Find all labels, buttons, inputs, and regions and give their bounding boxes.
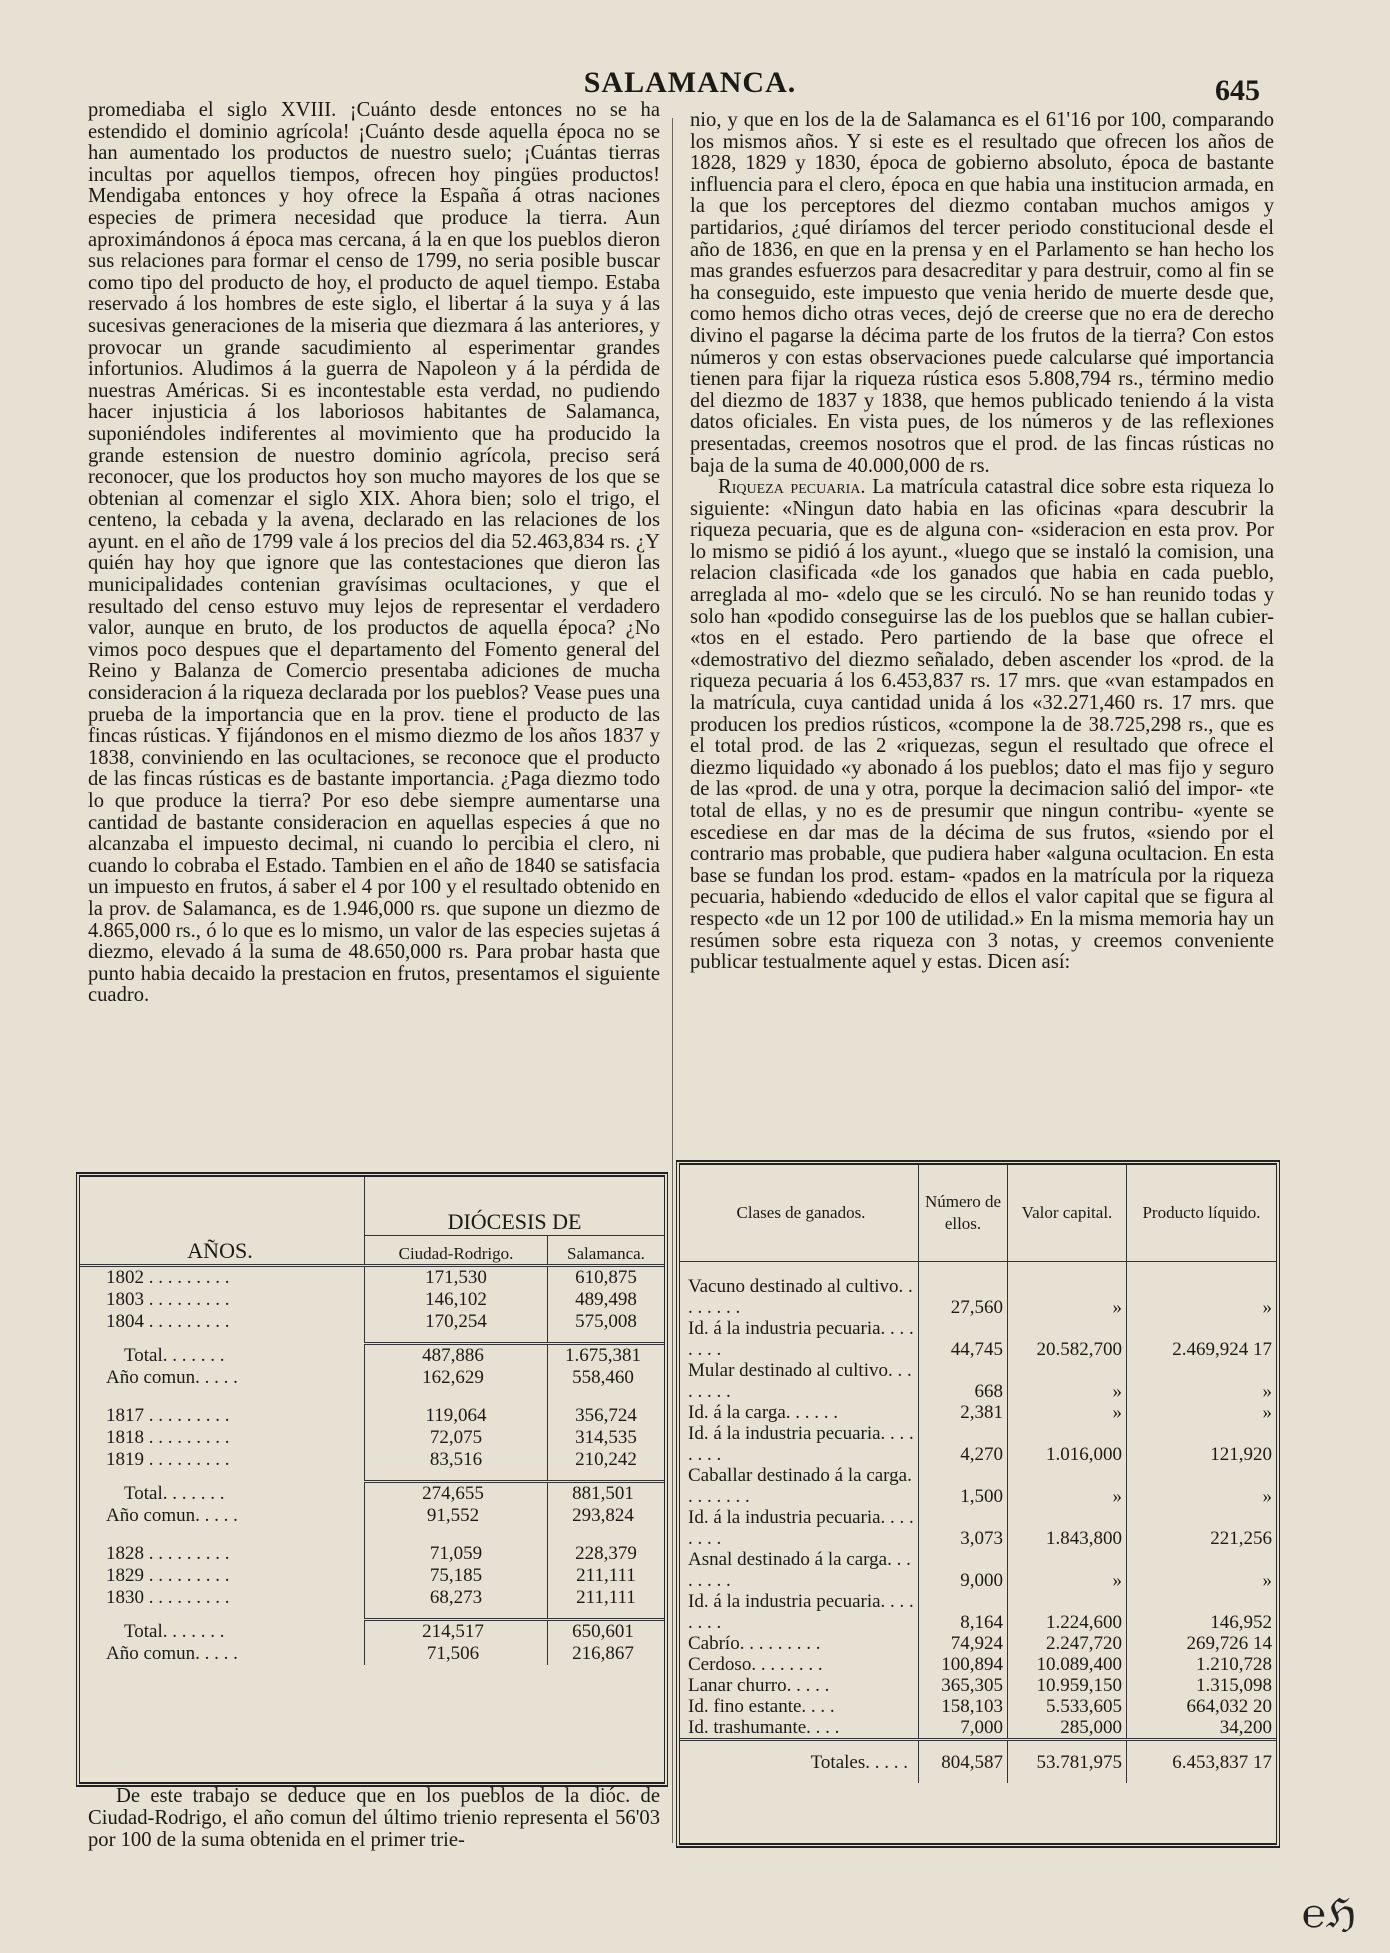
livestock-count-cell: 100,894 [919,1654,1008,1675]
year-cell: 1828 . . . . . . . . . [80,1543,365,1565]
average-row [80,1367,664,1389]
livestock-class-cell: Cabrío. . . . . . . . . [680,1633,919,1654]
livestock-class-cell: Id. á la carga. . . . . . [680,1402,919,1423]
table-row [80,1587,664,1609]
salamanca-cell: 314,535 [575,1427,637,1448]
total-label: Total. . . . . . . [80,1620,365,1644]
column-divider [672,118,673,1843]
table-row [80,1405,664,1427]
livestock-class-cell: Id. á la industria pecuaria. . . . . . . . [680,1507,919,1549]
section-heading: Riqueza pecuaria. [718,476,866,499]
year-cell: 1802 . . . . . . . . . [80,1266,365,1290]
livestock-value-cell: » [1008,1402,1127,1423]
table-row [80,1311,664,1333]
average-row [80,1643,664,1665]
livestock-count-cell: 158,103 [919,1696,1008,1717]
livestock-value-cell: 10.089,400 [1008,1654,1127,1675]
table-row [680,1276,1276,1318]
livestock-count-cell: 1,500 [919,1465,1008,1507]
table-row [680,1633,1276,1654]
livestock-class-header: Clases de ganados. [680,1165,919,1262]
livestock-value-cell: 20.582,700 [1008,1318,1127,1360]
table-row [680,1423,1276,1465]
total-product: 6.453,837 17 [1127,1740,1277,1784]
average-ciudad-rodrigo: 91,552 [365,1505,548,1527]
average-salamanca: 216,867 [572,1643,634,1664]
ciudad-rodrigo-cell: 68,273 [365,1587,548,1609]
below-table-paragraph: De este trabajo se deduce que en los pueblos de la dióc. de Ciudad-Rodrigo, el año comun del último trienio representa el 56'03 por 100 de la suma obtenida en el primer trie- [88,1785,660,1851]
table-row [680,1507,1276,1549]
table-row [680,1717,1276,1740]
livestock-count-cell: 365,305 [919,1675,1008,1696]
livestock-product-cell: » [1262,1486,1272,1507]
table-row [80,1543,664,1565]
livestock-product-cell: 269,726 14 [1186,1633,1272,1654]
average-salamanca: 558,460 [572,1367,634,1388]
average-label: Año comun. . . . . [80,1643,365,1665]
total-salamanca: 650,601 [572,1621,634,1642]
livestock-product-cell: 121,920 [1210,1444,1272,1465]
average-row [80,1505,664,1527]
total-label: Total. . . . . . . [80,1344,365,1368]
livestock-value-cell: 2.247,720 [1008,1633,1127,1654]
livestock-class-cell: Mular destinado al cultivo. . . . . . . . [680,1360,919,1402]
ciudad-rodrigo-cell: 171,530 [365,1266,548,1290]
livestock-value-cell: 1.016,000 [1008,1423,1127,1465]
total-salamanca: 1.675,381 [565,1345,641,1366]
table-row [80,1266,664,1290]
table-row [680,1591,1276,1633]
total-ciudad-rodrigo: 274,655 [365,1482,548,1506]
livestock-value-cell: 1.843,800 [1008,1507,1127,1549]
livestock-value-cell: 285,000 [1008,1717,1127,1740]
page-number: 645 [1215,74,1260,107]
year-cell: 1817 . . . . . . . . . [80,1405,365,1427]
year-cell: 1830 . . . . . . . . . [80,1587,365,1609]
livestock-product-cell: » [1262,1381,1272,1402]
year-cell: 1819 . . . . . . . . . [80,1449,365,1471]
below-table-text [88,1785,660,1851]
livestock-value-cell: 5.533,605 [1008,1696,1127,1717]
salamanca-cell: 210,242 [575,1449,637,1470]
ciudad-rodrigo-cell: 146,102 [365,1289,548,1311]
salamanca-cell: 575,008 [575,1311,637,1332]
diocese-table [76,1172,668,1787]
livestock-count-cell: 44,745 [919,1318,1008,1360]
livestock-value-cell: 1.224,600 [1008,1591,1127,1633]
handwritten-mark: ℮ℌ [1301,1891,1356,1937]
ciudad-rodrigo-cell: 75,185 [365,1565,548,1587]
livestock-count-cell: 7,000 [919,1717,1008,1740]
table-row [680,1549,1276,1591]
livestock-count-cell: 3,073 [919,1507,1008,1549]
year-cell: 1804 . . . . . . . . . [80,1311,365,1333]
average-label: Año comun. . . . . [80,1505,365,1527]
livestock-product-cell: 34,200 [1219,1717,1272,1738]
livestock-count-cell: 74,924 [919,1633,1008,1654]
livestock-count-cell: 9,000 [919,1549,1008,1591]
right-column [690,110,1274,974]
salamanca-cell: 489,498 [575,1289,637,1310]
livestock-class-cell: Id. á la industria pecuaria. . . . . . . . [680,1318,919,1360]
livestock-class-cell: Id. á la industria pecuaria. . . . . . . . [680,1423,919,1465]
livestock-value-cell: » [1008,1276,1127,1318]
table-row [680,1696,1276,1717]
livestock-product-cell: » [1262,1570,1272,1591]
table-row [680,1360,1276,1402]
section-body: La matrícula catastral dice sobre esta riqueza lo siguiente: «Ningun dato habia en las oficinas «para descubrir la riqueza pecuaria, que es de alguna con- «sideracion en esta prov. Por lo mismo se pidió á los ayunt., «luego que se instaló la comision, una relacion clasificada «de los ganados que habia en cada pueblo, arreglada al mo- «delo que se les circuló. No se han reunido todas y solo han «podido conseguirse las de los pueblos que se hallan cubier- «tos en el estado. Pero partiendo de la base que ofrece el «demostrativo del diezmo señalado, deben ascender los «prod. de la riqueza pecuaria á los 6.453,837 rs. 17 mrs. que «van estampados en la matrícula, cuya cantidad unida á los «32.271,460 rs. 17 mrs. que producen los predios rústicos, «compone la de 38.725,298 rs., que es el total prod. de las 2 «riquezas, segun el resultado que ofrece el diezmo liquidado «y abonado á los pueblos; dato el mas fijo y seguro de las «prod. de una y otra, porque la decimacion salió del impor- «te total de ellas, y no es de presumir que ningun contribu- «yente se escediese en dar mas de la décima de sus frutos, «siendo por el contrario mas probable, que pudiera haber «alguna ocultacion. En esta base se fundan los prod. estam- «pados en la matrícula por la riqueza pecuaria, habiendo «deducido de ellos el valor capital que se figura al respecto «de un 12 por 100 de utilidad.» En la misma memoria hay un resúmen sobre esta riqueza con 3 notas, y creemos conveniente publicar testualmente aquel y estas. Dicen así: [690,476,1275,974]
livestock-value-cell: » [1008,1549,1127,1591]
livestock-product-cell: 664,032 20 [1186,1696,1272,1717]
total-row [80,1482,664,1506]
livestock-product-cell: » [1262,1297,1272,1318]
livestock-class-cell: Asnal destinado á la carga. . . . . . . . [680,1549,919,1591]
ciudad-rodrigo-cell: 71,059 [365,1543,548,1565]
total-label: Totales. . . . . [680,1740,919,1784]
right-paragraph-2 [690,477,1274,974]
table-row [80,1565,664,1587]
table-row [80,1289,664,1311]
table-row [680,1654,1276,1675]
ciudad-rodrigo-cell: 119,064 [365,1405,548,1427]
left-paragraph: promediaba el siglo XVIII. ¡Cuánto desde entonces no se ha estendido el dominio agrícola! ¡Cuánto desde aquella época no se han aumentado los productos de nuestro suelo; ¡Cuántas tierras incultas por aquellos tiempos, ofrecen hoy pingües productos! Mendigaba entonces y hoy ofrece la España á otras naciones especies de primera necesidad que produce la tierra. Aun aproximándonos á época mas cercana, á la en que los pueblos dieron sus relaciones para formar el censo de 1799, no seria posible buscar como tipo del producto de hoy, el producto de aquel tiempo. Estaba reservado á los hombres de este siglo, el libertar á la suya y á las sucesivas generaciones de la miseria que diezmara á las anteriores, y provocar un grande sacudimiento al esperimentar grandes infortunios. Aludimos á la guerra de Napoleon y á la pérdida de nuestras Américas. Si es incontestable esta verdad, no pudiendo hacer injusticia á los laboriosos habitantes de Salamanca, suponiéndoles indiferentes al movimiento que ha producido la grande estension de nuestro dominio agrícola, preciso será reconocer, que los productos hoy son mucho mayores de los que se obtenian al comenzar el siglo XIX. Ahora bien; solo el trigo, el centeno, la cebada y la avena, declarado en las relaciones de los ayunt. en el año de 1799 vale á los precios del dia 52.463,834 rs. ¿Y quién hay hoy que ignore que las contestaciones que dieron las municipalidades contenian gravísimas ocultaciones, y que el resultado del censo estuvo muy lejos de representar el verdadero valor, aunque en bruto, de los productos de aquella época? ¿No vimos poco despues que el departamento del Fomento general del Reino y Balanza de Comercio presentaba adiciones de mucha consideracion á la riqueza declarada por los pueblos? Vease pues una prueba de la importancia que en la prov. tiene el producto de las fincas rústicas. Y fijándonos en el mismo diezmo de los años 1837 y 1838, conviniendo en las ocultaciones, se reconoce que el producto de las fincas rústicas es de bastante importancia. ¿Paga diezmo todo lo que produce la tierra? Por eso debe siempre aumentarse una cantidad de bastante consideracion en aquellas especies á que no alcanzaba el impuesto decimal, ni cuando lo percibia el clero, ni cuando lo cobraba el Estado. Tambien en el año de 1840 se satisfacia un impuesto en frutos, á saber el 4 por 100 y el resultado obtenido en la prov. de Salamanca, es de 1.946,000 rs. que supone un diezmo de 4.865,000 rs., ó lo que es lo mismo, un valor de las especies sujetas á diezmo, elevado á la suma de 48.650,000 rs. Para probar hasta que punto habia decaido la prestacion en frutos, presentamos el siguiente cuadro. [88,99,660,1007]
total-ciudad-rodrigo: 487,886 [365,1344,548,1368]
total-value: 53.781,975 [1008,1740,1127,1784]
total-count: 804,587 [919,1740,1008,1784]
livestock-product-cell: 1.210,728 [1196,1654,1272,1675]
livestock-count-cell: 4,270 [919,1423,1008,1465]
livestock-count-cell: 27,560 [919,1276,1008,1318]
year-cell: 1829 . . . . . . . . . [80,1565,365,1587]
year-cell: 1803 . . . . . . . . . [80,1289,365,1311]
livestock-product-cell: 1.315,098 [1196,1675,1272,1696]
total-label: Total. . . . . . . [80,1482,365,1506]
diocese-group-header: DIÓCESIS DE [365,1177,665,1236]
livestock-class-cell: Vacuno destinado al cultivo. . . . . . . . [680,1276,919,1318]
ciudad-rodrigo-header: Ciudad-Rodrigo. [365,1236,548,1266]
average-ciudad-rodrigo: 71,506 [365,1643,548,1665]
livestock-product-header: Producto líquido. [1127,1165,1277,1262]
salamanca-header: Salamanca. [548,1236,665,1266]
livestock-class-cell: Id. fino estante. . . . [680,1696,919,1717]
table-row [680,1318,1276,1360]
livestock-count-cell: 8,164 [919,1591,1008,1633]
average-salamanca: 293,824 [572,1505,634,1526]
total-row [80,1620,664,1644]
salamanca-cell: 211,111 [576,1565,636,1586]
salamanca-cell: 211,111 [576,1587,636,1608]
livestock-count-cell: 2,381 [919,1402,1008,1423]
year-cell: 1818 . . . . . . . . . [80,1427,365,1449]
livestock-product-cell: » [1262,1402,1272,1423]
ciudad-rodrigo-cell: 83,516 [365,1449,548,1471]
table-row [680,1465,1276,1507]
livestock-class-cell: Caballar destinado á la carga. . . . . . . . [680,1465,919,1507]
salamanca-cell: 228,379 [575,1543,637,1564]
livestock-value-cell: » [1008,1465,1127,1507]
livestock-count-header: Número de ellos. [919,1165,1008,1262]
livestock-value-cell: 10.959,150 [1008,1675,1127,1696]
table-row [80,1449,664,1471]
livestock-value-cell: » [1008,1360,1127,1402]
right-paragraph-1: nio, y que en los de la de Salamanca es el 61'16 por 100, comparando los mismos años. Y si este es el resultado que ofrecen los años de 1828, 1829 y 1830, época de gobierno absoluto, época de bastante influencia para el clero, época en que habia una institucion armada, en la que los perceptores del diezmo contaban muchos amigos y partidarios, ¿qué diríamos del tercer periodo constitucional desde el año de 1836, en que en la prensa y en el Parlamento se han hecho los mas grandes esfuerzos para desacreditar y para destruir, como al fin se ha conseguido, este impuesto que venia herido de muerte desde que, como hemos dicho otras veces, dejó de creerse que no era de derecho divino el pagarse la décima parte de los frutos de la tierra? Con estos números y con estas observaciones puede calcularse qué importancia tienen para fijar la riqueza rústica esos 5.808,794 rs., término medio del diezmo de 1837 y 1838, que hemos publicado teniendo á la vista datos oficiales. En vista pues, de los números y de las reflexiones presentadas, creemos nosotros que el prod. de las fincas rústicas no baja de la suma de 40.000,000 de rs. [690,109,1274,477]
total-row [80,1344,664,1368]
table-row [680,1402,1276,1423]
total-ciudad-rodrigo: 214,517 [365,1620,548,1644]
average-label: Año comun. . . . . [80,1367,365,1389]
livestock-value-header: Valor capital. [1008,1165,1127,1262]
ciudad-rodrigo-cell: 72,075 [365,1427,548,1449]
salamanca-cell: 356,724 [575,1405,637,1426]
livestock-product-cell: 2.469,924 17 [1172,1339,1272,1360]
years-header: AÑOS. [80,1177,365,1266]
livestock-class-cell: Lanar churro. . . . . [680,1675,919,1696]
page-title: SALAMANCA. [583,66,797,99]
table-row [80,1427,664,1449]
left-column [88,100,660,1007]
livestock-product-cell: 146,952 [1210,1612,1272,1633]
total-salamanca: 881,501 [572,1483,634,1504]
livestock-class-cell: Id. trashumante. . . . [680,1717,919,1740]
livestock-class-cell: Id. á la industria pecuaria. . . . . . . . [680,1591,919,1633]
table-row [680,1675,1276,1696]
ciudad-rodrigo-cell: 170,254 [365,1311,548,1333]
livestock-class-cell: Cerdoso. . . . . . . . [680,1654,919,1675]
livestock-count-cell: 668 [919,1360,1008,1402]
livestock-product-cell: 221,256 [1210,1528,1272,1549]
salamanca-cell: 610,875 [575,1267,637,1288]
livestock-table [676,1160,1280,1848]
average-ciudad-rodrigo: 162,629 [365,1367,548,1389]
